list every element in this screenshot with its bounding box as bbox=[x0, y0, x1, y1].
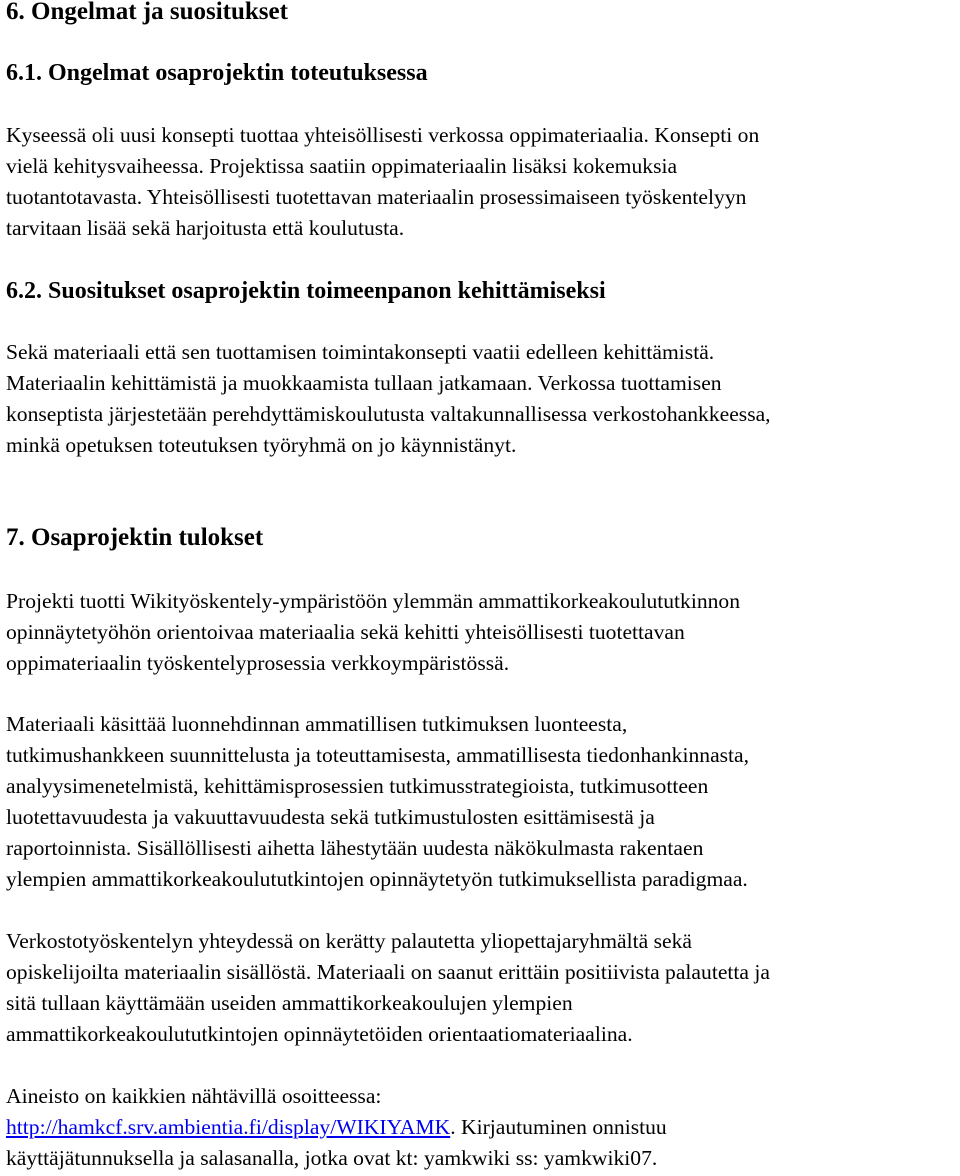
paragraph-7-3 bbox=[6, 926, 960, 1050]
paragraph-6-1 bbox=[6, 120, 960, 244]
heading-section-6-1: 6.1. Ongelmat osaprojektin toteutuksessa bbox=[6, 60, 428, 86]
paragraph-7-2 bbox=[6, 709, 960, 895]
text-line: Verkostotyöskentelyn yhteydessä on kerätty palautetta yliopettajaryhmältä sekä bbox=[6, 929, 692, 953]
text-line: analyysimenetelmistä, kehittämisprosessien tutkimusstrategioista, tutkimusotteen bbox=[6, 774, 709, 798]
text-fragment: . Kirjautuminen onnistuu bbox=[450, 1115, 667, 1139]
text-line: vielä kehitysvaiheessa. Projektissa saatiin oppimateriaalin lisäksi kokemuksia bbox=[6, 154, 678, 178]
text-line: minkä opetuksen toteutuksen työryhmä on jo käynnistänyt. bbox=[6, 433, 517, 457]
text-line: opinnäytetyöhön orientoivaa materiaalia sekä kehitti yhteisöllisesti tuotettavan bbox=[6, 620, 685, 644]
paragraph-7-4 bbox=[6, 1081, 960, 1174]
text-line: Materiaalin kehittämistä ja muokkaamista tullaan jatkamaan. Verkossa tuottamisen bbox=[6, 371, 722, 395]
heading-section-6-2: 6.2. Suositukset osaprojektin toimeenpanon kehittämiseksi bbox=[6, 278, 606, 304]
text-line: Kyseessä oli uusi konsepti tuottaa yhteisöllisesti verkossa oppimateriaalia. Konsepti on bbox=[6, 123, 760, 147]
text-line: Projekti tuotti Wikityöskentely-ympäristöön ylemmän ammattikorkeakoulututkinnon bbox=[6, 589, 741, 613]
wiki-link[interactable]: http://hamkcf.srv.ambientia.fi/display/WIKIYAMK bbox=[6, 1115, 451, 1139]
text-line: tutkimushankkeen suunnittelusta ja toteuttamisesta, ammatillisesta tiedonhankinnasta, bbox=[6, 743, 750, 767]
paragraph-7-1 bbox=[6, 586, 960, 679]
text-line bbox=[6, 1112, 960, 1143]
text-line: oppimateriaalin työskentelyprosessia verkkoympäristössä. bbox=[6, 651, 510, 675]
text-line: luotettavuudesta ja vakuuttavuudesta sekä tutkimustulosten esittämisestä ja bbox=[6, 805, 655, 829]
paragraph-6-2 bbox=[6, 337, 960, 461]
text-line: tuotantotavasta. Yhteisöllisesti tuotettavan materiaalin prosessimaiseen työskentelyyn bbox=[6, 185, 747, 209]
heading-section-7: 7. Osaprojektin tulokset bbox=[6, 524, 264, 551]
text-line: Aineisto on kaikkien nähtävillä osoitteessa: bbox=[6, 1084, 382, 1108]
text-line: ammattikorkeakoulututkintojen opinnäytetöiden orientaatiomateriaalina. bbox=[6, 1022, 633, 1046]
text-line: sitä tullaan käyttämään useiden ammattikorkeakoulujen ylempien bbox=[6, 991, 573, 1015]
text-line: ylempien ammattikorkeakoulututkintojen opinnäytetyön tutkimuksellista paradigmaa. bbox=[6, 867, 748, 891]
text-line: käyttäjätunnuksella ja salasanalla, jotka ovat kt: yamkwiki ss: yamkwiki07. bbox=[6, 1146, 658, 1170]
text-line: Sekä materiaali että sen tuottamisen toimintakonsepti vaatii edelleen kehittämistä. bbox=[6, 340, 715, 364]
text-line: Materiaali käsittää luonnehdinnan ammatillisen tutkimuksen luonteesta, bbox=[6, 712, 628, 736]
text-line: opiskelijoilta materiaalin sisällöstä. Materiaali on saanut erittäin positiivista palautetta ja bbox=[6, 960, 770, 984]
text-line: raportoinnista. Sisällöllisesti aihetta lähestytään uudesta näkökulmasta rakentaen bbox=[6, 836, 704, 860]
text-line: tarvitaan lisää sekä harjoitusta että koulutusta. bbox=[6, 216, 405, 240]
heading-section-6: 6. Ongelmat ja suositukset bbox=[6, 0, 288, 25]
text-line: konseptista järjestetään perehdyttämiskoulutusta valtakunnallisessa verkostohankkeessa, bbox=[6, 402, 771, 426]
